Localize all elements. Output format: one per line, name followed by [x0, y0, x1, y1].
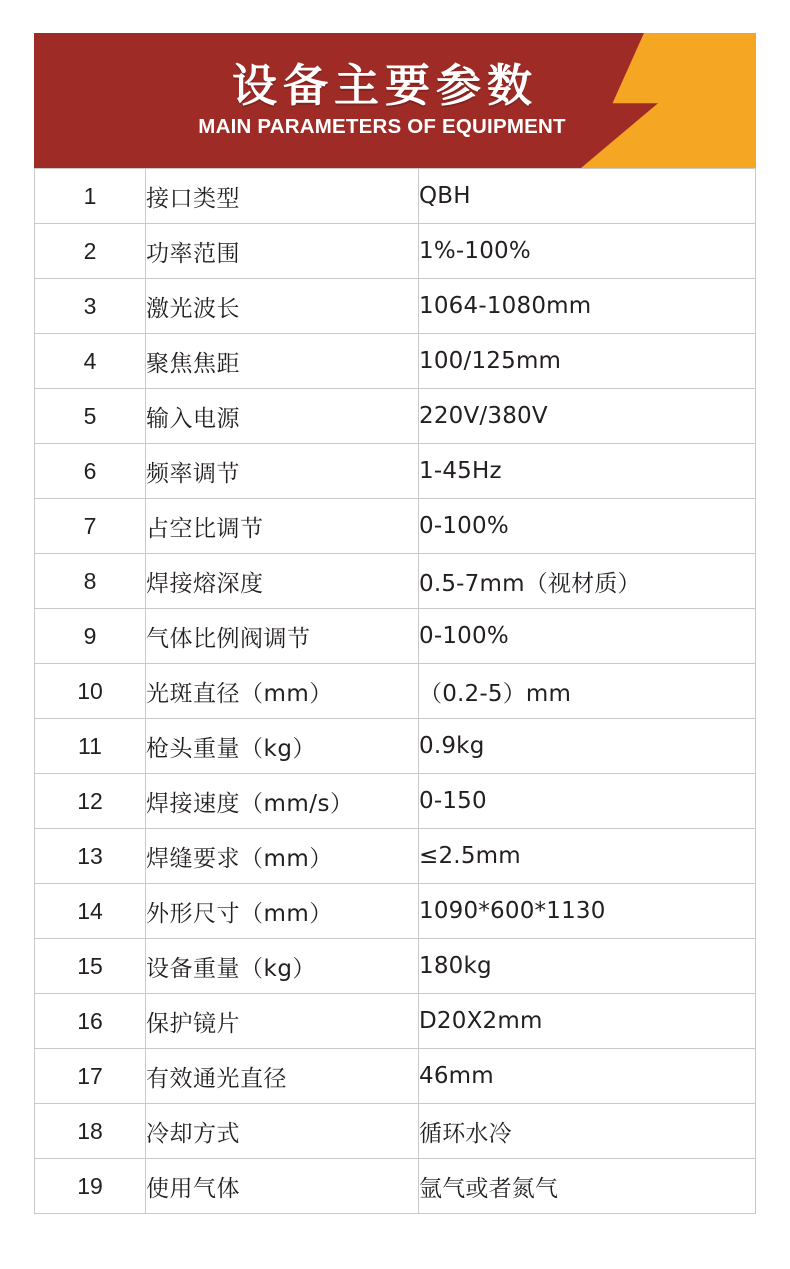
row-name: 使用气体 — [146, 1159, 419, 1214]
row-value: 180kg — [419, 939, 756, 994]
row-index: 16 — [35, 994, 146, 1049]
row-value: 1064-1080mm — [419, 279, 756, 334]
table-row — [35, 554, 756, 609]
row-index: 12 — [35, 774, 146, 829]
row-value: （0.2-5）mm — [419, 664, 756, 719]
table-row — [35, 334, 756, 389]
table-row — [35, 994, 756, 1049]
table-row — [35, 1049, 756, 1104]
row-index: 18 — [35, 1104, 146, 1159]
page-subtitle: MAIN PARAMETERS OF EQUIPMENT — [198, 115, 566, 139]
row-index: 3 — [35, 279, 146, 334]
table-row — [35, 389, 756, 444]
row-value: QBH — [419, 169, 756, 224]
table-row — [35, 499, 756, 554]
row-name: 功率范围 — [146, 224, 419, 279]
row-index: 15 — [35, 939, 146, 994]
row-index: 5 — [35, 389, 146, 444]
row-index: 14 — [35, 884, 146, 939]
row-value: 0.5-7mm（视材质） — [419, 554, 756, 609]
row-index: 1 — [35, 169, 146, 224]
row-value: 0-150 — [419, 774, 756, 829]
row-name: 光斑直径（mm） — [146, 664, 419, 719]
table-row — [35, 609, 756, 664]
row-value: 46mm — [419, 1049, 756, 1104]
row-name: 占空比调节 — [146, 499, 419, 554]
table-row — [35, 1159, 756, 1214]
table-row — [35, 664, 756, 719]
table-row — [35, 224, 756, 279]
row-value: 氩气或者氮气 — [419, 1159, 756, 1214]
row-value: ≤2.5mm — [419, 829, 756, 884]
parameters-table — [34, 168, 756, 1214]
row-value: 1%-100% — [419, 224, 756, 279]
table-row — [35, 829, 756, 884]
table-row — [35, 279, 756, 334]
row-name: 频率调节 — [146, 444, 419, 499]
row-index: 11 — [35, 719, 146, 774]
table-row — [35, 774, 756, 829]
row-index: 9 — [35, 609, 146, 664]
row-name: 有效通光直径 — [146, 1049, 419, 1104]
header-banner — [34, 33, 756, 168]
row-index: 6 — [35, 444, 146, 499]
table-row — [35, 169, 756, 224]
row-name: 焊接速度（mm/s） — [146, 774, 419, 829]
row-value: 循环水冷 — [419, 1104, 756, 1159]
row-name: 聚焦焦距 — [146, 334, 419, 389]
header-banner-text — [34, 33, 756, 168]
row-name: 焊接熔深度 — [146, 554, 419, 609]
table-row — [35, 719, 756, 774]
row-index: 4 — [35, 334, 146, 389]
row-value: 220V/380V — [419, 389, 756, 444]
row-value: 0-100% — [419, 609, 756, 664]
row-name: 冷却方式 — [146, 1104, 419, 1159]
parameters-table-body — [35, 169, 756, 1214]
table-row — [35, 884, 756, 939]
row-value: 0-100% — [419, 499, 756, 554]
row-name: 气体比例阀调节 — [146, 609, 419, 664]
row-index: 10 — [35, 664, 146, 719]
row-index: 19 — [35, 1159, 146, 1214]
row-name: 输入电源 — [146, 389, 419, 444]
row-value: 100/125mm — [419, 334, 756, 389]
table-row — [35, 939, 756, 994]
page-title: 设备主要参数 — [231, 58, 538, 112]
row-name: 激光波长 — [146, 279, 419, 334]
row-name: 接口类型 — [146, 169, 419, 224]
row-index: 8 — [35, 554, 146, 609]
row-name: 设备重量（kg） — [146, 939, 419, 994]
row-name: 焊缝要求（mm） — [146, 829, 419, 884]
row-index: 17 — [35, 1049, 146, 1104]
row-value: 1-45Hz — [419, 444, 756, 499]
row-value: 0.9kg — [419, 719, 756, 774]
row-index: 2 — [35, 224, 146, 279]
row-value: D20X2mm — [419, 994, 756, 1049]
row-name: 保护镜片 — [146, 994, 419, 1049]
table-row — [35, 1104, 756, 1159]
row-value: 1090*600*1130 — [419, 884, 756, 939]
row-name: 外形尺寸（mm） — [146, 884, 419, 939]
table-row — [35, 444, 756, 499]
row-index: 13 — [35, 829, 146, 884]
row-name: 枪头重量（kg） — [146, 719, 419, 774]
row-index: 7 — [35, 499, 146, 554]
